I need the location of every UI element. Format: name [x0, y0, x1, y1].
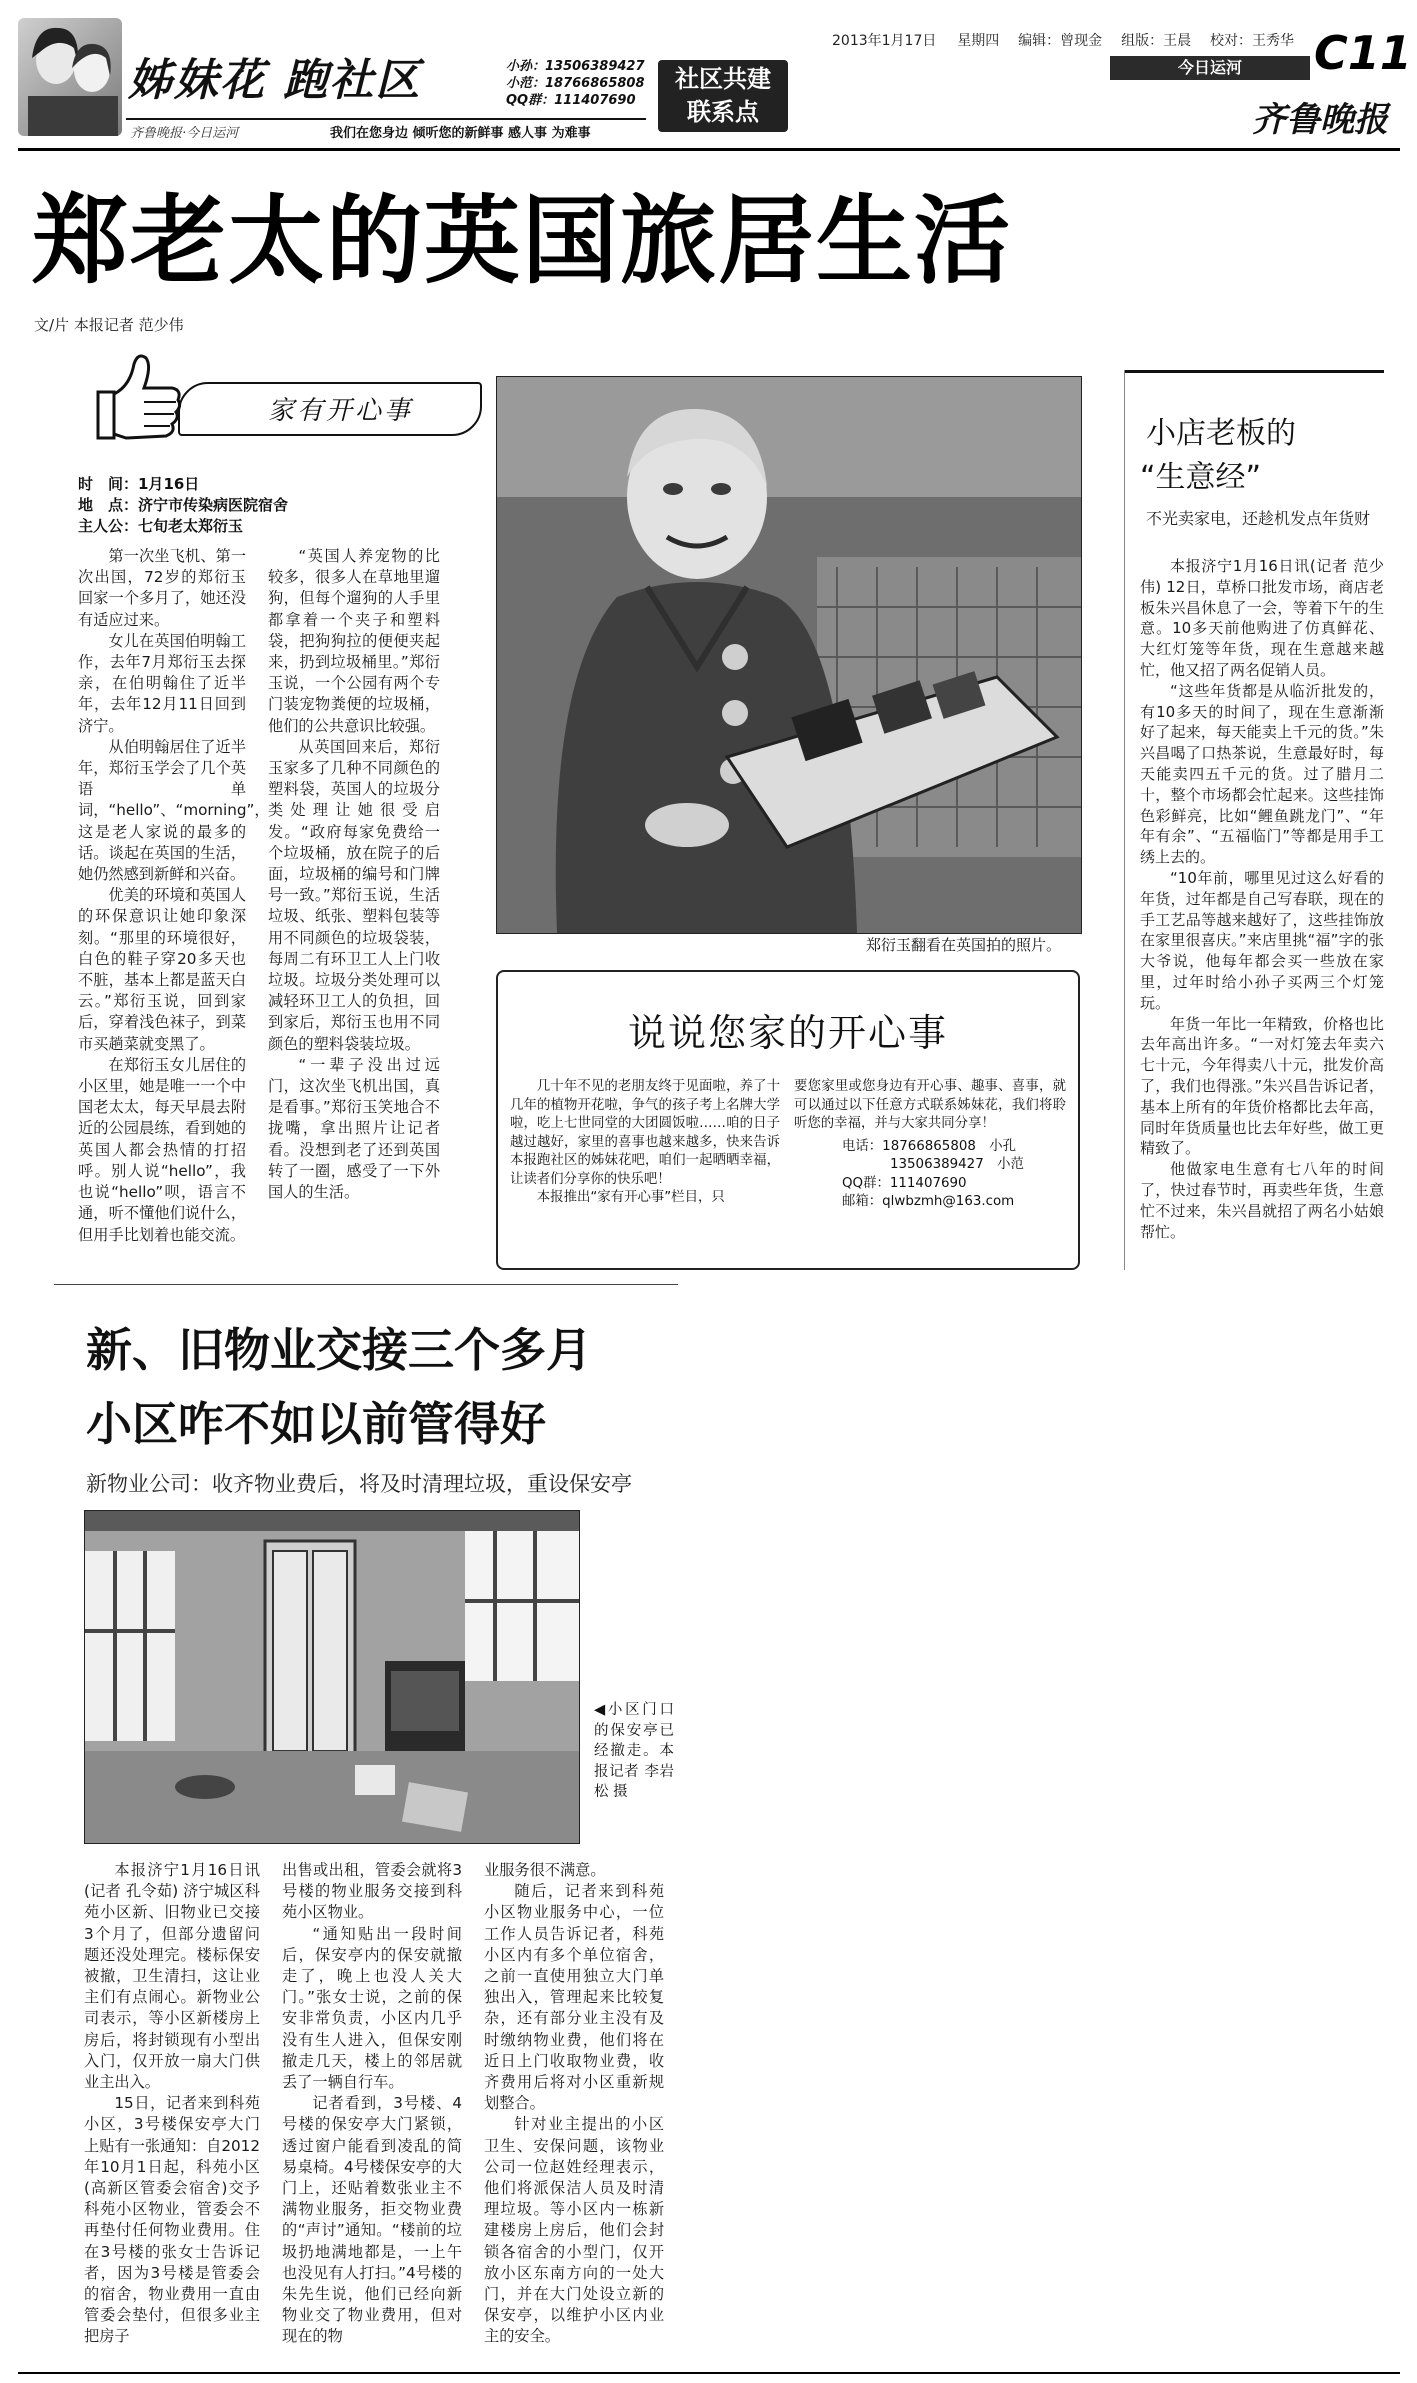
issue-date: 2013年1月17日: [832, 33, 937, 49]
slogan-paper-name: 齐鲁晚报·今日运河: [130, 126, 239, 141]
sidebar-rule-top: [1124, 370, 1384, 373]
page-number: C11: [1314, 26, 1412, 80]
article2-photo-caption: ◀小区门口的保安亭已经撤走。本报记者 李岩松 摄: [594, 1702, 674, 1800]
article1-photo: [496, 376, 1082, 934]
contact-list: [506, 58, 645, 109]
paper-logo: 齐鲁晚报: [1252, 100, 1388, 140]
sidebar-rule-left: [1124, 370, 1125, 1270]
article1-col2-p2: 从英国回来后，郑衍玉家多了几种不同颜色的塑料袋，英国人的垃圾分类处理让她很受启发。“政府每家免费给一个垃圾桶，放在院子的后面，垃圾桶的编号和门牌号一致。”郑衍玉说，生活垃圾、纸张、塑料包装等用不同颜色的垃圾袋装，每周二有环卫工人上门收垃圾。垃圾分类处理可以减轻环卫工人的负担，回到家后，郑衍玉也用不同颜色的塑料袋装垃圾。: [268, 737, 440, 1053]
article2-col3-p2: 随后，记者来到科苑小区物业服务中心，一位工作人员告诉记者，科苑小区内有多个单位宿舍，之前一直使用独立大门单独出入，管理起来比较复杂，还有部分业主没有及时缴纳物业费，他们将在近日上门收取物业费，收齐费用后将对小区重新规划整合。: [484, 1882, 664, 2113]
article1-col1-p4: 优美的环境和英国人的环保意识让她印象深刻。“那里的环境很好，白色的鞋子穿20多天也不脏，基本上都是蓝天白云。”郑衍玉说，回到家后，穿着浅色袜子，到菜市买趟菜就变黑了。: [78, 886, 246, 1053]
sidebar-p5: 他做家电生意有七八年的时间了，快过春节时，再卖些年货，生意忙不过来，朱兴昌就招了两名小姑娘帮忙。: [1140, 1160, 1384, 1241]
contact-fan: 小范：18766865808: [506, 76, 645, 91]
page-bottom-rule: [18, 2372, 1400, 2374]
article1-col2-p1: “英国人养宠物的比较多，很多人在草地里遛狗，但每个遛狗的人手里都拿着一个夹子和塑料袋，把狗狗拉的便便夹起来，扔到垃圾桶里。”郑衍玉说，一个公园有两个专门装宠物粪便的垃圾桶，他们的公共意识比较强。: [268, 547, 440, 735]
info-person: 主人公：七旬老太郑衍玉: [78, 517, 244, 535]
happy-box-qq: QQ群：111407690: [842, 1175, 967, 1191]
happy-box-left-text2: 本报推出“家有开心事”栏目，只: [536, 1190, 725, 1205]
masthead: [0, 0, 1417, 150]
happy-box: [496, 970, 1080, 1270]
contact-box: [658, 60, 788, 132]
issue-info: [832, 30, 1294, 50]
article2-headline-line2: 小区咋不如以前管得好: [86, 1397, 546, 1451]
article1-col1: [78, 546, 270, 1254]
happy-box-phone1: 电话：18766865808 小孔: [842, 1138, 1017, 1154]
article1-byline: 文/片 本报记者 范少伟: [34, 316, 184, 334]
article1-col1-p5: 在郑衍玉女儿居住的小区里，她是唯一一个中国老太太，每天早晨去附近的公园晨练，看到她的英国人都会热情的打招呼。别人说“hello”，我也说“hello”呗，语言不通，听不懂他们说什么，但用手比划着也能交流。: [78, 1055, 246, 1244]
article2-photo: [84, 1510, 580, 1844]
issue-layout: 组版：王晨: [1121, 33, 1192, 49]
masthead-rule: [18, 148, 1400, 151]
happy-box-left-text: 几十年不见的老朋友终于见面啦，养了十几年的植物开花啦，争气的孩子考上名牌大学啦，吃上七世同堂的大团圆饭啦……咱的日子越过越好，家里的喜事也越来越多，快来告诉本报跑社区的姊妹花吧，咱们一起晒晒幸福，让读者们分享你的快乐吧！: [510, 1079, 780, 1187]
contact-qq: QQ群：111407690: [506, 93, 636, 108]
article1-photo-caption: 郑衍玉翻看在英国拍的照片。: [866, 936, 1062, 954]
slogan: 我们在您身边 倾听您的新鲜事 感人事 为难事: [330, 126, 591, 141]
article2-col1-p1: 本报济宁1月16日讯(记者 孔令茹) 济宁城区科苑小区新、旧物业已交接3个月了，但部分遗留问题还没处理完。楼标保安被撤，卫生清扫，这让业主们有点闹心。新物业公司表示，等小区新楼房上房后，将封锁现有小型出入门，仅开放一扇大门供业主出入。: [84, 1861, 260, 2092]
happy-box-left: [510, 1078, 780, 1208]
article1-col2: [268, 546, 440, 1254]
article2-col1: [84, 1860, 260, 2360]
column-badge-label: 家有开心事: [268, 396, 414, 426]
happy-box-title: 说说您家的开心事: [627, 1011, 948, 1055]
masthead-portrait: [18, 18, 122, 136]
article1-col2-p3: “一辈子没出过远门，这次坐飞机出国，真是看事。”郑衍玉笑地合不拢嘴，拿出照片让记者看。没想到老了还到英国转了一圈，感受了一下外国人的生活。: [268, 1055, 440, 1202]
info-time: 时 间：1月16日: [78, 475, 200, 493]
thumbs-up-icon: [78, 346, 188, 446]
sidebar-p3: “10年前，哪里见过这么好看的年货，过年都是自己写春联，现在的手工艺品等越来越好了，这些挂饰放在家里很喜庆。”来店里挑“福”字的张大爷说，他每年都会买一些放在家里，过年时给小孙子买两三个灯笼玩。: [1140, 868, 1384, 1012]
sidebar-body: [1140, 556, 1384, 1272]
article2-headline-line1: 新、旧物业交接三个多月: [86, 1323, 592, 1377]
section-divider: [54, 1284, 678, 1285]
article2-col2-p2: “通知贴出一段时间后，保安亭内的保安就撤走了，晚上也没人关大门。”张女士说，之前的保安非常负责，小区内几乎没有生人进入，但保安刚撤走几天，楼上的邻居就丢了一辆自行车。: [282, 1924, 462, 2092]
sidebar-headline1: 小店老板的: [1146, 416, 1296, 451]
article2-col1-p2: 15日，记者来到科苑小区，3号楼保安亭大门上贴有一张通知：自2012年10月1日起，科苑小区(高新区管委会宿舍)交予科苑小区物业，管委会不再垫付任何物业费用。住在3号楼的张女士告诉记者，因为3号楼是管委会的宿舍，物业费用一直由管委会垫付，但很多业主把房子: [84, 2094, 260, 2346]
issue-proof: 校对：王秀华: [1209, 33, 1294, 49]
article1-info: [78, 474, 288, 537]
contact-box-line2: 联系点: [687, 98, 759, 126]
happy-box-email: 邮箱：qlwbzmh@163.com: [842, 1194, 1015, 1209]
happy-box-phone2: 13506389427 小范: [890, 1157, 1024, 1172]
article2-col3: [484, 1860, 664, 2360]
article1-col1-p1: 第一次坐飞机、第一次出国，72岁的郑衍玉回家一个多月了，她还没有适应过来。: [78, 547, 246, 629]
article2-col2-p1: 出售或出租，管委会就将3号楼的物业服务交接到科苑小区物业。: [282, 1861, 462, 1922]
contact-box-line1: 社区共建: [675, 65, 771, 93]
column-badge: [78, 346, 428, 446]
sidebar-subhead: 不光卖家电，还趁机发点年货财: [1146, 509, 1371, 528]
sidebar-p4: 年货一年比一年精致，价格也比去年高出许多。“一对灯笼去年卖六七十元，今年得卖八十元，批发价高了，我们也得涨。”朱兴昌告诉记者，基本上所有的年货价格都比去年高，同时年货质量也比去年好些，做工更精致了。: [1140, 1014, 1384, 1158]
edition-banner: 今日运河: [1110, 56, 1310, 80]
contact-sun: 小孙：13506389427: [506, 59, 645, 74]
issue-weekday: 星期四: [957, 33, 1000, 49]
sidebar-p2: “这些年货都是从临沂批发的，有10多天的时间了，现在生意渐渐好了起来，每天能卖上千元的货。”朱兴昌喝了口热茶说，生意最好时，每天能卖四五千元的货。过了腊月二十，整个市场都会忙起来。这些挂饰色彩鲜亮，比如“鲤鱼跳龙门”、“年年有余”、“五福临门”等都是用手工绣上去的。: [1140, 681, 1384, 867]
article2-col3-p1: 业服务很不满意。: [484, 1861, 606, 1879]
happy-box-right-text: 要您家里或您身边有开心事、趣事、喜事，就可以通过以下任意方式联系姊妹花，我们将聆听您的幸福，并与大家共同分享！: [794, 1079, 1066, 1131]
sidebar-headline2: “生意经”: [1140, 460, 1262, 495]
article1-headline: 郑老太的英国旅居生活: [32, 185, 1012, 297]
sidebar-p1: 本报济宁1月16日讯(记者 范少伟) 12日，草桥口批发市场，商店老板朱兴昌休息了一会，等着下午的生意。10多天前他购进了仿真鲜花、大红灯笼等年货，现在生意越来越忙，他又招了两名促销人员。: [1140, 557, 1384, 679]
article1-col1-p3: 从伯明翰居住了近半年，郑衍玉学会了几个英语单词，“hello”、“morning”，这是老人家说的最多的话。谈起在英国的生活，她仍然感到新鲜和兴奋。: [78, 737, 270, 884]
info-place: 地 点：济宁市传染病医院宿舍: [78, 496, 289, 514]
article1-col1-p2: 女儿在英国伯明翰工作，去年7月郑衍玉去探亲，在伯明翰住了近半年，去年12月11日回到济宁。: [78, 631, 246, 735]
article2-col2: [282, 1860, 462, 2360]
happy-box-right: [794, 1078, 1066, 1212]
article2-col2-p3: 记者看到，3号楼、4号楼的保安亭大门紧锁，透过窗户能看到凌乱的简易桌椅。4号楼保安亭的大门上，还贴着数张业主不满物业服务，拒交物业费的“声讨”通知。“楼前的垃圾扔地满地都是，一上午也没见有人打扫。”4号楼的朱先生说，他们已经向新物业交了物业费用，但对现在的物: [282, 2094, 462, 2346]
section-name: 姊妹花 跑社区: [128, 55, 422, 106]
issue-editor: 编辑：曾现金: [1018, 33, 1103, 49]
article2-col3-p3: 针对业主提出的小区卫生、安保问题，该物业公司一位赵姓经理表示，他们将派保洁人员及时清理垃圾。等小区内一栋新建楼房上房后，他们会封锁各宿舍的小型门，仅开放小区东南方向的一处大门，并在大门处设立新的保安亭，以维护小区内业主的安全。: [484, 2115, 664, 2346]
article2-subhead: 新物业公司：收齐物业费后，将及时清理垃圾，重设保安亭: [86, 1472, 632, 1496]
